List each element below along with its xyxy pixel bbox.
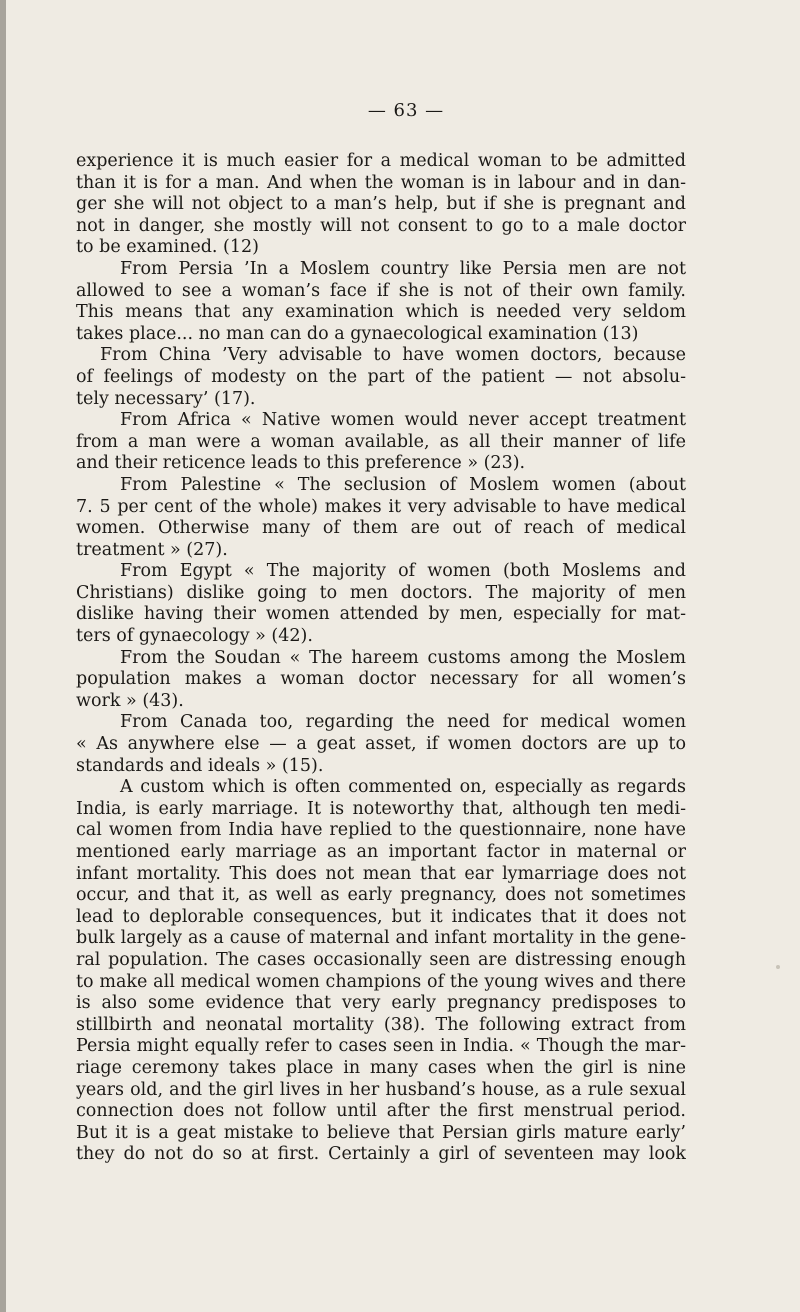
document-page (76, 100, 686, 1166)
text-line: women. Otherwise many of them are out of reach of medical (76, 518, 686, 539)
body-text (76, 151, 686, 1166)
text-line: This means that any examination which is needed very seldom (76, 302, 686, 323)
text-line: « As anywhere else — a geat asset, if women doctors are up to (76, 734, 686, 755)
text-line: from a man were a woman available, as all their manner of life (76, 431, 686, 452)
text-line: dislike having their women attended by men, especially for mat- (76, 604, 686, 625)
text-line: bulk largely as a cause of maternal and infant mortality in the gene- (76, 928, 686, 949)
text-line: A custom which is often commented on, especially as regards (120, 777, 686, 798)
text-line: years old, and the girl lives in her husband’s house, as a rule sexual (76, 1079, 686, 1100)
text-line: standards and ideals » (15). (76, 755, 324, 776)
text-line: connection does not follow until after the first menstrual period. (76, 1101, 686, 1122)
text-line: From Canada too, regarding the need for medical women (120, 712, 686, 733)
text-line: tely necessary’ (17). (76, 388, 256, 409)
paper-speck (776, 965, 780, 969)
text-line: From Africa « Native women would never accept treatment (120, 410, 686, 431)
text-line: takes place... no man can do a gynaecological examination (13) (76, 323, 639, 344)
text-line: lead to deplorable consequences, but it indicates that it does not (76, 906, 686, 927)
text-line: allowed to see a woman’s face if she is not of their own family. (76, 280, 686, 301)
text-line: occur, and that it, as well as early pregnancy, does not sometimes (76, 885, 686, 906)
text-line: experience it is much easier for a medical woman to be admitted (76, 151, 686, 171)
page-number: — 63 — (367, 100, 445, 121)
text-line: But it is a geat mistake to believe that Persian girls mature early’ (76, 1122, 686, 1143)
text-line: not in danger, she mostly will not consent to go to a male doctor (76, 215, 686, 236)
text-line: treatment » (27). (76, 539, 228, 560)
text-line: to make all medical women champions of the young wives and there (76, 971, 686, 992)
text-line: ral population. The cases occasionally seen are distressing enough (76, 949, 686, 970)
text-line: From Egypt « The majority of women (both Moslems and (120, 561, 686, 582)
page-left-edge (0, 0, 6, 1312)
text-line: they do not do so at first. Certainly a girl of seventeen may look (76, 1144, 686, 1165)
text-line: 7. 5 per cent of the whole) makes it very advisable to have medical (76, 496, 686, 517)
text-line: mentioned early marriage as an important factor in maternal or (76, 842, 686, 862)
text-line: of feelings of modesty on the part of the patient — not absolu- (76, 366, 686, 387)
text-line: to be examined. (12) (76, 237, 259, 258)
text-line: work » (43). (76, 690, 184, 711)
text-line: From Persia ’In a Moslem country like Persia men are not (120, 258, 686, 279)
text-line: than it is for a man. And when the woman is in labour and in dan- (76, 172, 686, 193)
text-line: Christians) dislike going to men doctors. The majority of men (76, 582, 686, 603)
text-line: ters of gynaecology » (42). (76, 626, 313, 647)
text-line: From China ’Very advisable to have women doctors, because (100, 345, 686, 366)
text-line: ger she will not object to a man’s help, but if she is pregnant and (76, 194, 686, 215)
text-line: population makes a woman doctor necessary for all women’s (76, 669, 686, 690)
text-line: cal women from India have replied to the questionnaire, none have (76, 820, 686, 841)
text-line: riage ceremony takes place in many cases when the girl is nine (76, 1057, 686, 1078)
text-line: infant mortality. This does not mean that ear lymarriage does not (76, 863, 686, 884)
text-line: From Palestine « The seclusion of Moslem women (about (120, 474, 686, 495)
text-line: Persia might equally refer to cases seen in India. « Though the mar- (76, 1036, 686, 1057)
text-line: and their reticence leads to this preference » (23). (76, 453, 526, 474)
text-line: is also some evidence that very early pregnancy predisposes to (76, 993, 686, 1014)
text-line: India, is early marriage. It is noteworthy that, although ten medi- (76, 798, 686, 819)
text-line: stillbirth and neonatal mortality (38). The following extract from (76, 1014, 686, 1035)
text-line: From the Soudan « The hareem customs among the Moslem (120, 647, 686, 668)
